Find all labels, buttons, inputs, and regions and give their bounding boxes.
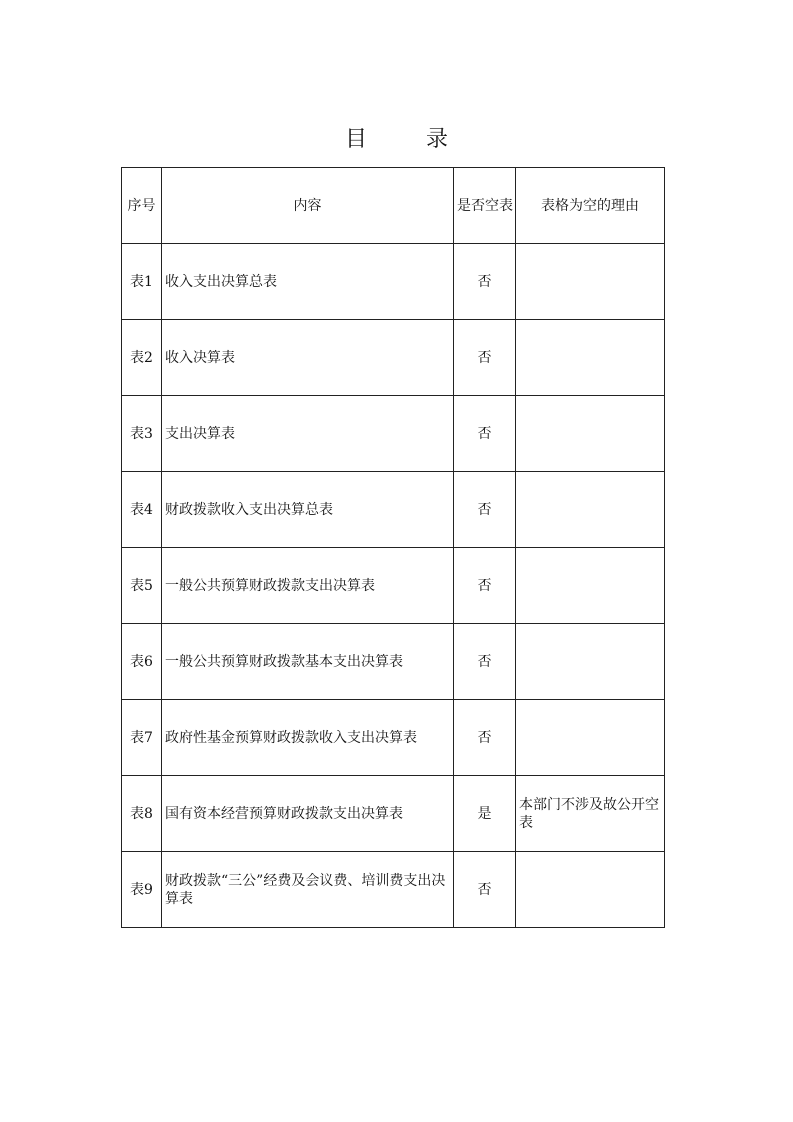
row-is-empty: 否 (454, 396, 516, 472)
table-row (122, 852, 665, 928)
row-is-empty: 否 (454, 624, 516, 700)
table-row (122, 396, 665, 472)
row-is-empty: 否 (454, 852, 516, 928)
row-content: 收入支出决算总表 (162, 244, 454, 320)
table-header-row (122, 168, 665, 244)
row-is-empty: 否 (454, 244, 516, 320)
row-reason (516, 320, 665, 396)
row-content: 政府性基金预算财政拨款收入支出决算表 (162, 700, 454, 776)
header-no: 序号 (122, 168, 162, 244)
row-is-empty: 否 (454, 700, 516, 776)
table-row (122, 548, 665, 624)
row-no: 表9 (122, 852, 162, 928)
row-no: 表1 (122, 244, 162, 320)
row-no: 表3 (122, 396, 162, 472)
table-row (122, 624, 665, 700)
table-row (122, 472, 665, 548)
row-content: 财政拨款“三公”经费及会议费、培训费支出决算表 (162, 852, 454, 928)
header-reason: 表格为空的理由 (516, 168, 665, 244)
row-reason (516, 548, 665, 624)
row-content: 收入决算表 (162, 320, 454, 396)
row-reason (516, 700, 665, 776)
row-reason (516, 624, 665, 700)
row-is-empty: 是 (454, 776, 516, 852)
row-reason (516, 396, 665, 472)
row-is-empty: 否 (454, 320, 516, 396)
row-content: 一般公共预算财政拨款基本支出决算表 (162, 624, 454, 700)
table-row (122, 244, 665, 320)
row-reason (516, 244, 665, 320)
row-no: 表5 (122, 548, 162, 624)
table-row (122, 320, 665, 396)
header-content: 内容 (162, 168, 454, 244)
row-content: 支出决算表 (162, 396, 454, 472)
row-content: 国有资本经营预算财政拨款支出决算表 (162, 776, 454, 852)
row-content: 一般公共预算财政拨款支出决算表 (162, 548, 454, 624)
row-reason: 本部门不涉及故公开空表 (516, 776, 665, 852)
row-is-empty: 否 (454, 548, 516, 624)
table-row (122, 700, 665, 776)
row-no: 表4 (122, 472, 162, 548)
header-is-empty: 是否空表 (454, 168, 516, 244)
row-no: 表2 (122, 320, 162, 396)
page-title: 目 录 (345, 127, 474, 152)
table-row (122, 776, 665, 852)
row-reason (516, 852, 665, 928)
row-is-empty: 否 (454, 472, 516, 548)
row-reason (516, 472, 665, 548)
row-content: 财政拨款收入支出决算总表 (162, 472, 454, 548)
row-no: 表6 (122, 624, 162, 700)
row-no: 表7 (122, 700, 162, 776)
row-no: 表8 (122, 776, 162, 852)
toc-table (121, 167, 665, 928)
